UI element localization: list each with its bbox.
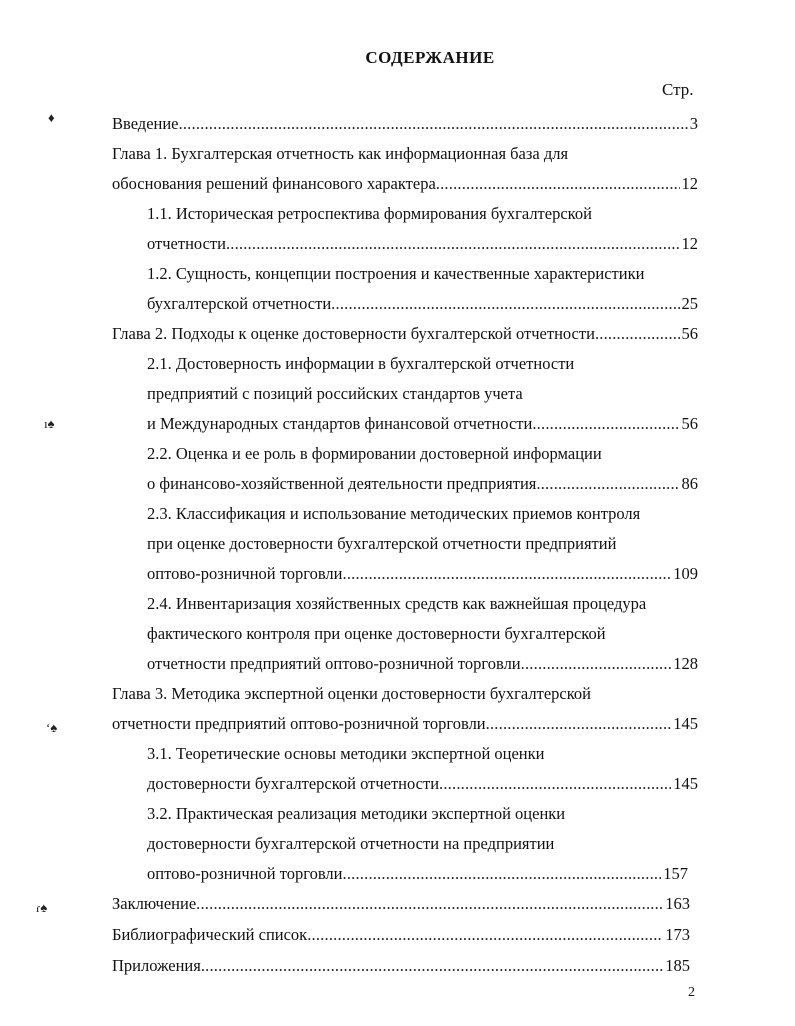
toc-entry-s1-1-line1: 1.1. Историческая ретроспектива формирования бухгалтерской (147, 204, 592, 223)
toc-entry-conclusion[interactable] (112, 893, 690, 915)
toc-entry-text: Введение (112, 114, 179, 133)
toc-entry-page: 86 (681, 474, 698, 493)
toc-entry-page: 185 (665, 956, 690, 975)
dot-leader (331, 293, 679, 315)
dot-leader (179, 113, 688, 135)
toc-entry-text: Глава 2. Подходы к оценке достоверности бухгалтерской отчетности (112, 324, 595, 343)
dot-leader (436, 173, 680, 195)
toc-entry-s3-2[interactable] (147, 863, 688, 885)
dot-leader (595, 323, 680, 345)
toc-entry-page: 145 (673, 774, 698, 793)
toc-entry-appendices[interactable] (112, 955, 690, 977)
toc-entry-text: Приложения (112, 956, 201, 975)
toc-entry-s2-4-line1: 2.4. Инвентаризация хозяйственных средств как важнейшая процедура (147, 594, 647, 613)
toc-entry-text: достоверности бухгалтерской отчетности (147, 774, 440, 793)
toc-entry-s1-1[interactable] (147, 233, 698, 255)
toc-entry-s2-1[interactable] (147, 413, 698, 435)
scan-mark: ♦ (48, 110, 55, 125)
toc-entry-s2-4-line2: фактического контроля при оценке достоверности бухгалтерской (147, 624, 606, 643)
toc-entry-text: о финансово-хозяйственной деятельности предприятия (147, 474, 537, 493)
toc-entry-page: 3 (689, 114, 698, 133)
toc-entry-text: обоснования решений финансового характера (112, 174, 436, 193)
toc-entry-s2-2-line1: 2.2. Оценка и ее роль в формировании достоверной информации (147, 444, 602, 463)
scan-mark: ɾ♠ (36, 900, 48, 915)
dot-leader (307, 924, 663, 946)
toc-entry-text: и Международных стандартов финансовой отчетности (147, 414, 533, 433)
dot-leader (226, 233, 680, 255)
dot-leader (343, 563, 672, 585)
toc-entry-text: отчетности (147, 234, 226, 253)
toc-entry-text: отчетности предприятий оптово-розничной торговли (112, 714, 486, 733)
toc-entry-s1-2-line1: 1.2. Сущность, концепции построения и качественные характеристики (147, 264, 645, 283)
toc-entry-text: оптово-розничной торговли (147, 564, 343, 583)
toc-entry-page: 12 (681, 174, 698, 193)
page-title: СОДЕРЖАНИЕ (365, 48, 495, 67)
dot-leader (486, 713, 672, 735)
toc-entry-ch3[interactable] (112, 713, 698, 735)
toc-entry-text: оптово-розничной торговли (147, 864, 343, 883)
toc-entry-page: 173 (665, 925, 690, 944)
toc-entry-bibliography[interactable] (112, 924, 690, 946)
toc-entry-text: отчетности предприятий оптово-розничной торговли (147, 654, 521, 673)
toc-entry-intro[interactable] (112, 113, 698, 135)
toc-entry-s2-1-line1: 2.1. Достоверность информации в бухгалтерской отчетности (147, 354, 575, 373)
toc-entry-page: 145 (673, 714, 698, 733)
dot-leader (196, 893, 663, 915)
dot-leader (343, 863, 662, 885)
toc-entry-s3-1[interactable] (147, 773, 698, 795)
dot-leader (532, 413, 679, 435)
toc-entry-page: 109 (673, 564, 698, 583)
toc-entry-text: Библиографический список (112, 925, 308, 944)
pages-column-header: Стр. (662, 80, 694, 99)
dot-leader (536, 473, 679, 495)
toc-entry-ch2[interactable] (112, 323, 698, 345)
scan-mark: ı♠ (44, 416, 55, 431)
toc-entry-text: бухгалтерской отчетности (147, 294, 332, 313)
toc-entry-page: 128 (673, 654, 698, 673)
toc-entry-page: 157 (663, 864, 688, 883)
toc-entry-s2-3[interactable] (147, 563, 698, 585)
toc-entry-text: Заключение (112, 894, 197, 913)
dot-leader (521, 653, 672, 675)
toc-entry-s2-1-line2: предприятий с позиций российских стандартов учета (147, 384, 523, 403)
dot-leader (439, 773, 671, 795)
toc-entry-ch3-line1: Глава 3. Методика экспертной оценки достоверности бухгалтерской (112, 684, 591, 703)
toc-entry-page: 163 (665, 894, 690, 913)
toc-entry-ch1-line1: Глава 1. Бухгалтерская отчетность как информационная база для (112, 144, 569, 163)
toc-entry-s1-2[interactable] (147, 293, 698, 315)
toc-entry-page: 56 (681, 324, 698, 343)
toc-entry-s2-3-line2: при оценке достоверности бухгалтерской отчетности предприятий (147, 534, 617, 553)
toc-entry-s3-2-line1: 3.2. Практическая реализация методики экспертной оценки (147, 804, 566, 823)
toc-entry-page: 12 (681, 234, 698, 253)
toc-entry-s2-2[interactable] (147, 473, 698, 495)
toc-entry-page: 25 (681, 294, 698, 313)
toc-entry-page: 56 (681, 414, 698, 433)
toc-entry-s2-3-line1: 2.3. Классификация и использование методических приемов контроля (147, 504, 641, 523)
toc-entry-s2-4[interactable] (147, 653, 698, 675)
dot-leader (201, 955, 663, 977)
toc-entry-ch1[interactable] (112, 173, 698, 195)
toc-entry-s3-1-line1: 3.1. Теоретические основы методики экспертной оценки (147, 744, 545, 763)
toc-entry-s3-2-line2: достоверности бухгалтерской отчетности на предприятии (147, 834, 555, 853)
scan-mark: ʻ♠ (46, 720, 58, 735)
page-number: 2 (688, 985, 695, 1000)
